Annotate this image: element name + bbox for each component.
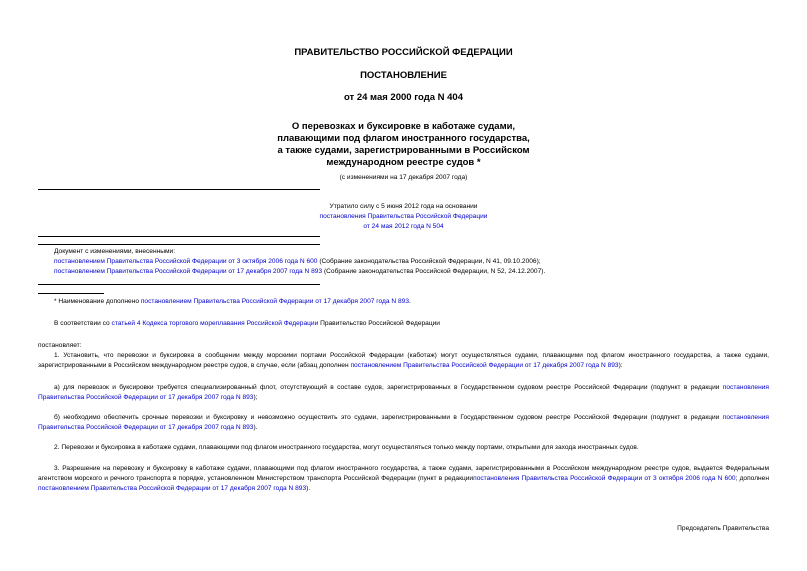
paragraph-link[interactable]: постановления Правительства Российской Федерации от 17 декабря 2007 года N 893 xyxy=(38,384,769,401)
lost-force-link[interactable]: постановления Правительства Российской Федерации xyxy=(319,212,488,220)
paragraph-link[interactable]: постановлением Правительства Российской Федерации от 17 декабря 2007 года N 893 xyxy=(350,361,619,369)
paragraph-text: 1. Установить, что перевозки и буксировка в сообщении между морскими портами Российской Федерации (каботаж) могут осуществляться судами, плавающими под флагом иностранного государства, а также судами, зарегистрированными в Российском международном реестре судов, в случае, если (абзац дополнен xyxy=(38,352,769,369)
paragraph-link[interactable]: постановления Правительства Российской Федерации от 17 декабря 2007 года N 893 xyxy=(38,414,769,431)
paragraph-text: ; дополнен xyxy=(735,474,769,482)
change-item xyxy=(54,257,754,267)
preamble-text: В соответствии со xyxy=(54,320,112,327)
preamble xyxy=(54,319,754,329)
subparagraph-b xyxy=(38,413,769,433)
paragraph-link[interactable]: постановлением Правительства Российской Федерации от 17 декабря 2007 года N 893 xyxy=(38,484,307,492)
title-line: а также судами, зарегистрированными в Российском xyxy=(277,145,530,156)
subparagraph-a xyxy=(38,383,769,403)
footnote-link[interactable]: постановлением Правительства Российской Федерации от 17 декабря 2007 года N 893 xyxy=(140,298,409,305)
change-link[interactable]: постановлением Правительства Российской Федерации от 3 октября 2006 года N 600 xyxy=(54,257,318,265)
title-line: О перевозках и буксировке в каботаже судами, xyxy=(291,121,516,132)
government-heading: ПРАВИТЕЛЬСТВО РОССИЙСКОЙ ФЕДЕРАЦИИ xyxy=(294,47,513,58)
footnote xyxy=(54,297,754,307)
lost-force-text: Утратило силу с 5 июня 2012 года на основании xyxy=(329,203,478,210)
change-source: (Собрание законодательства Российской Федерации, N 52, 24.12.2007). xyxy=(322,267,546,275)
preamble-link[interactable]: статьей 4 Кодекса торгового мореплавания Российской Федерации xyxy=(111,320,319,327)
divider xyxy=(38,236,320,237)
paragraph-2: 2. Перевозки и буксировка в каботаже судами, плавающими под флагом иностранного государства, могут осуществляться только между портами, открытыми для захода иностранных судов. xyxy=(54,444,639,451)
title-line: плавающими под флагом иностранного государства, xyxy=(277,133,530,144)
changes-intro: Документ с изменениями, внесенными: xyxy=(54,248,176,255)
footnote-divider xyxy=(38,293,104,294)
signature: Председатель Правительства xyxy=(677,525,769,532)
footnote-end: . xyxy=(408,298,411,305)
divider xyxy=(38,189,320,190)
paragraph-text: б) необходимо обеспечить срочные перевозки и буксировку и невозможно осуществить это судами, зарегистрированными в Государственном судовом реестре Российской Федерации (подпункт в редакции xyxy=(54,414,723,421)
divider xyxy=(38,244,320,245)
change-source: (Собрание законодательства Российской Федерации, N 41, 09.10.2006); xyxy=(317,257,541,265)
footnote-text: * Наименование дополнено xyxy=(54,298,141,305)
paragraph-end: ): xyxy=(618,361,623,369)
paragraph-text: 3. Разрешение на перевозку и буксировку в каботаже судами, плавающими под флагом иностранного государства, а также судами, зарегистрированными в Российском международном реестре судов, выдается Федеральным агентством морского и речного транспорта в порядке, установленном Министерством транспорта Российской Федерации (пункт в редакции xyxy=(38,465,769,482)
paragraph-end: ). xyxy=(253,423,258,431)
title-line: международном реестре судов * xyxy=(326,157,481,168)
decree-word: постановляет: xyxy=(38,342,82,349)
preamble-end: Правительство Российской Федерации xyxy=(318,320,440,327)
changes-list xyxy=(54,247,754,276)
paragraph-end: ); xyxy=(253,393,258,401)
document-title xyxy=(0,121,807,169)
document-type: ПОСТАНОВЛЕНИЕ xyxy=(360,70,447,81)
lost-force-link-date[interactable]: от 24 мая 2012 года N 504 xyxy=(363,222,444,230)
document-date-number: от 24 мая 2000 года N 404 xyxy=(343,92,464,103)
paragraph-3 xyxy=(38,464,769,493)
paragraph-link[interactable]: постановления Правительства Российской Федерации от 3 октября 2006 года N 600 xyxy=(473,474,736,482)
change-link[interactable]: постановлением Правительства Российской Федерации от 17 декабря 2007 года N 893 xyxy=(54,267,323,275)
change-item xyxy=(54,267,754,277)
paragraph-1 xyxy=(38,351,769,371)
paragraph-end: ). xyxy=(306,484,311,492)
paragraph-text: а) для перевозок и буксировки требуется специализированный флот, отсутствующий в составе судов, зарегистрированных в Государственном судовом реестре Российской Федерации (подпункт в редакции xyxy=(54,384,723,391)
divider xyxy=(38,284,320,285)
lost-force-notice xyxy=(0,202,807,231)
amendments-note: (с изменениями на 17 декабря 2007 года) xyxy=(339,174,468,181)
